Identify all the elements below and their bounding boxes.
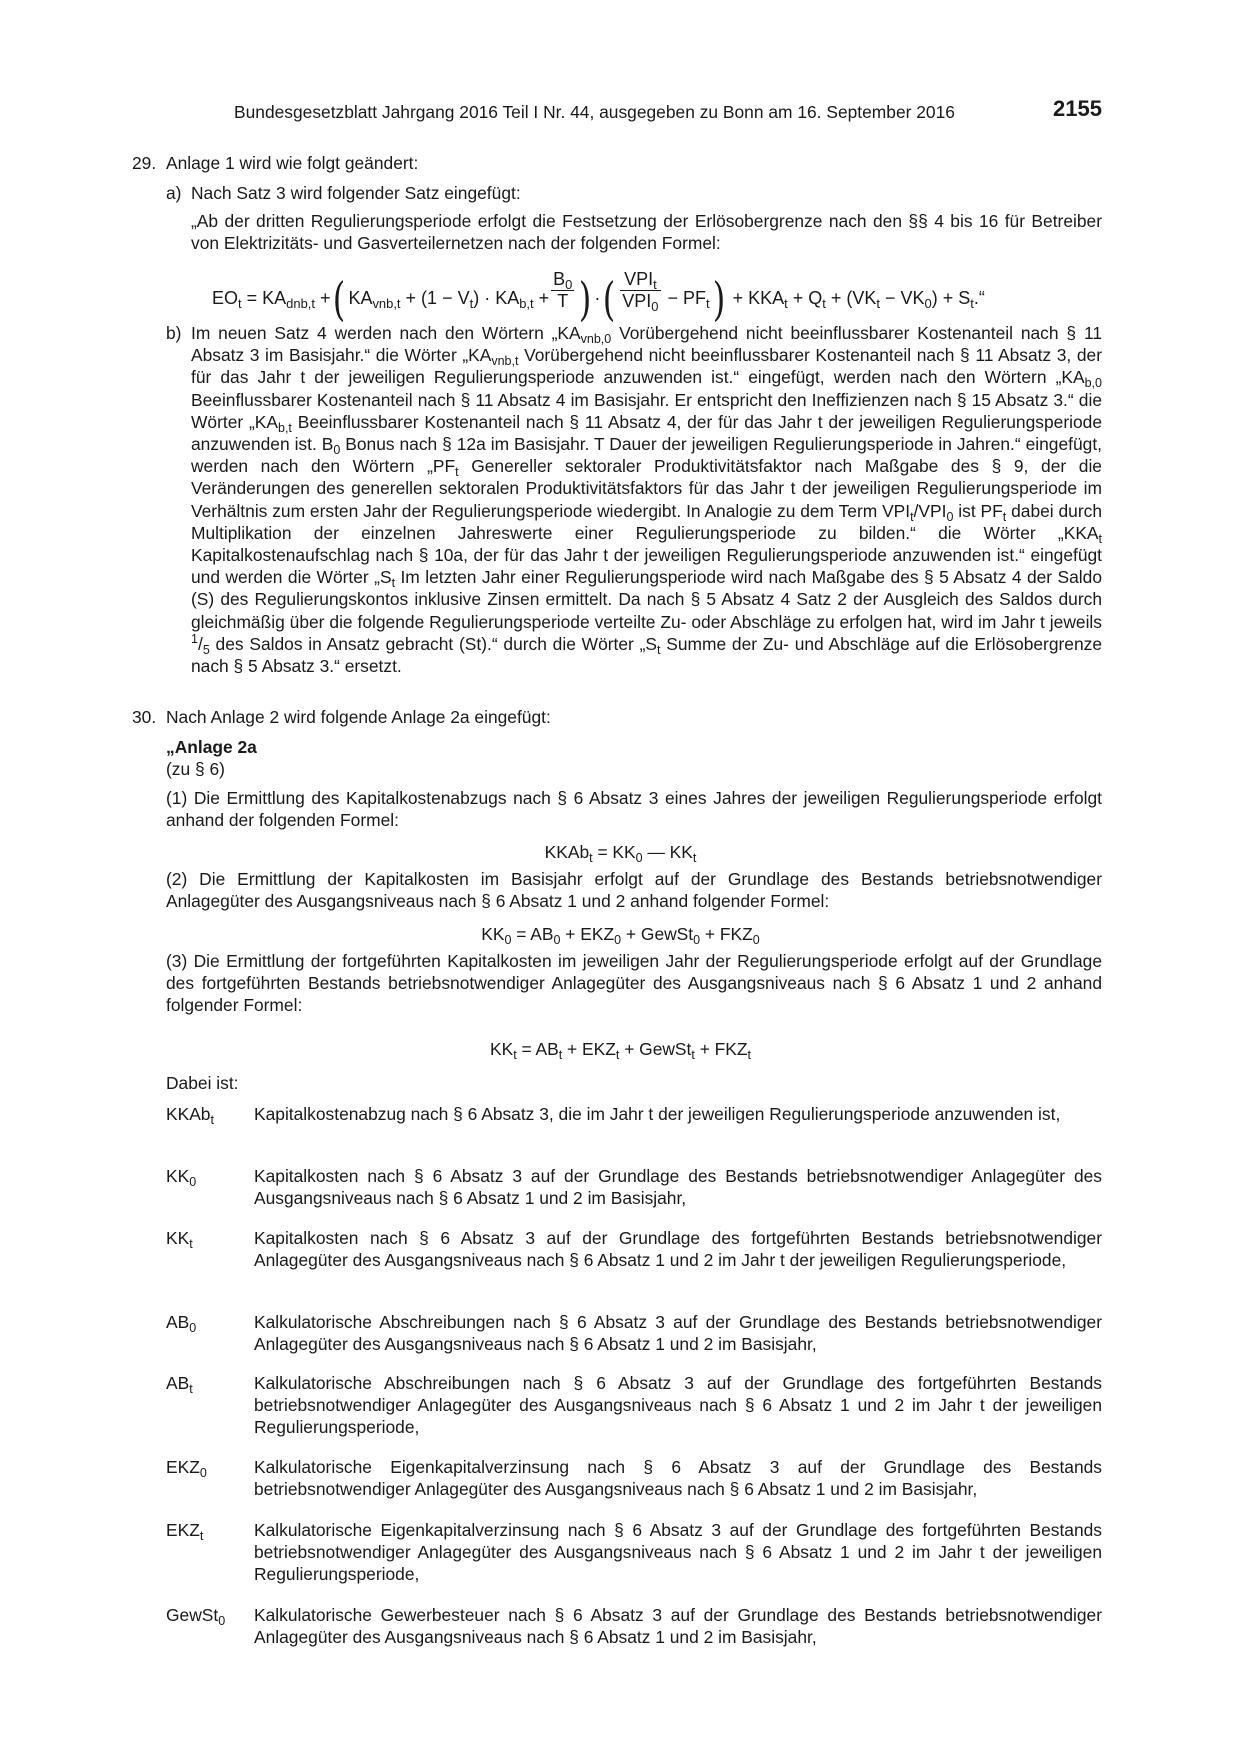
item-29a-label: a)	[166, 183, 182, 203]
paragraph-3: (3) Die Ermittlung der fortgeführten Kapitalkosten im jeweiligen Jahr der Regulierungsperiode erfolgt auf der Grundlage des fortgeführten Bestands betriebsnotwendiger Anlagegüter des Ausgangsniveaus nach § 6 Absatz 1 und 2 anhand folgender Formel:	[166, 951, 1102, 1016]
gazette-title: Bundesgesetzblatt Jahrgang 2016 Teil I Nr. 44, ausgegeben zu Bonn am 16. September 2016	[234, 102, 955, 122]
definition-term-subscript: t	[210, 1113, 214, 1127]
definition-term-subscript: t	[199, 1529, 204, 1543]
anlage-reference: (zu § 6)	[166, 759, 225, 779]
definition-text: Kalkulatorische Eigenkapitalverzinsung nach § 6 Absatz 3 auf der Grundlage des Bestands betriebsnotwendiger Anlagegüter des Ausgangsniveaus nach § 6 Absatz 1 und 2 im Basisjahr,	[254, 1457, 1102, 1500]
definition-term: $AB_0$	[166, 1312, 197, 1335]
definition-text: Kapitalkosten nach § 6 Absatz 3 auf der Grundlage des fortgeführten Bestands betriebsnotwendiger Anlagegüter des Ausgangsniveaus nach § 6 Absatz 1 und 2 im Jahr t der jeweiligen Regulierungsperiode,	[254, 1228, 1102, 1271]
definition-text: Kapitalkosten nach § 6 Absatz 3 auf der Grundlage des Bestands betriebsnotwendiger Anlagegüter des Ausgangsniveaus nach § 6 Absatz 1 und 2 im Basisjahr,	[254, 1166, 1102, 1209]
formula-eo: $EO_t = KA_{dnb,t}$ +( $KA_{vnb,t} + (1 - V_t) \cdot KA_{b,t}$ + $\frac{B_0}{T}$ ) ·( $\frac{VPI_t}{VPI_0}$ − $PF_t) + KKA_t + Q_t + (VK_t - VK_0)$ + $S_t.“$	[212, 268, 985, 326]
definition-term: $KK_t$	[166, 1228, 193, 1251]
definition-term: GewSt$_0$	[166, 1605, 226, 1628]
item-29b-label: b)	[166, 323, 182, 343]
dabei-ist-label: Dabei ist:	[166, 1073, 239, 1093]
definition-text: Kalkulatorische Abschreibungen nach § 6 Absatz 3 auf der Grundlage des fortgeführten Bestands betriebsnotwendiger Anlagegüter des Ausgangsniveaus nach § 6 Absatz 1 und 2 im Jahr t der jeweiligen Regulierungsperiode,	[254, 1373, 1102, 1438]
item-29-text: Anlage 1 wird wie folgt geändert:	[166, 153, 419, 173]
definition-term: $KK_0$	[166, 1166, 197, 1189]
page-header	[234, 96, 1102, 127]
page-number: 2155	[1053, 96, 1102, 121]
definition-text: Kapitalkostenabzug nach § 6 Absatz 3, die im Jahr t der jeweiligen Regulierungsperiode anzuwenden ist,	[254, 1104, 1061, 1124]
definition-term-subscript: t	[189, 1237, 193, 1251]
formula-kkab: KKAb$_t$ = $KK_0$ — $KK_t$	[544, 842, 697, 865]
definition-term: $EKZ_0$	[166, 1457, 207, 1480]
definition-term: $EKZ_t$	[166, 1520, 204, 1543]
definition-term-subscript: 0	[218, 1614, 226, 1628]
definition-term-subscript: t	[189, 1382, 193, 1396]
item-29-number: 29.	[132, 153, 157, 173]
item-30-number: 30.	[132, 707, 157, 727]
item-30-text: Nach Anlage 2 wird folgende Anlage 2a eingefügt:	[166, 707, 551, 727]
item-29a-text: Nach Satz 3 wird folgender Satz eingefügt:	[191, 183, 521, 203]
anlage-title: „Anlage 2a	[166, 737, 257, 757]
definition-term-subscript: 0	[199, 1466, 207, 1480]
paragraph-2: (2) Die Ermittlung der Kapitalkosten im Basisjahr erfolgt auf der Grundlage des Bestands betriebsnotwendiger Anlagegüter des Ausgangsniveaus nach § 6 Absatz 1 und 2 anhand folgender Formel:	[166, 869, 1102, 912]
definition-term-subscript: 0	[189, 1321, 197, 1335]
definition-term: $AB_t$	[166, 1373, 193, 1396]
definition-text: Kalkulatorische Gewerbesteuer nach § 6 Absatz 3 auf der Grundlage des Bestands betriebsnotwendiger Anlagegüter des Ausgangsniveaus nach § 6 Absatz 1 und 2 im Basisjahr,	[254, 1605, 1102, 1648]
paragraph-1: (1) Die Ermittlung des Kapitalkostenabzugs nach § 6 Absatz 3 eines Jahres der jeweiligen Regulierungsperiode erfolgt anhand der folgenden Formel:	[166, 788, 1102, 831]
item-29b-text: Im neuen Satz 4 werden nach den Wörtern $„KA_{vnb,0}$ Vorübergehend nicht beeinflussbarer Kostenanteil nach § 11 Absatz 3 im Basisjahr.“ die Wörter $„KA_{vnb,t}$ Vorübergehend nicht beeinflussbarer Kostenanteil nach § 11 Absatz 3, der für das Jahr t der jeweiligen Regulierungsperiode anzuwenden ist.“ eingefügt, werden nach den Wörtern $„KA_{b,0}$ Beeinflussbarer Kostenanteil nach § 11 Absatz 4 im Basisjahr. Er entspricht den Ineffizienzen nach § 15 Absatz 3.“ die Wörter $„KA_{b,t}$ Beeinflussbarer Kostenanteil nach § 11 Absatz 4, der für das Jahr t der jeweiligen Regulierungsperiode anzuwenden ist. $B_0$ Bonus nach § 12a im Basisjahr. T Dauer der jeweiligen Regulierungsperiode in Jahren.“ eingefügt, werden nach den Wörtern $„PF_t$ Genereller sektoraler Produktivitätsfaktor nach Maßgabe des § 9, der die Veränderungen des generellen sektoralen Produktivitätsfaktors für das Jahr t der jeweiligen Regulierungsperiode im Verhältnis zum ersten Jahr der Regulierungsperiode wiedergibt. In Analogie zu dem Term $VPI_t/VPI_0$ ist $PF_t$ dabei durch Multiplikation der einzelnen Jahreswerte einer Regulierungsperiode zu bilden.“ die Wörter $„KKA_t$ Kapitalkostenaufschlag nach § 10a, der für das Jahr t der jeweiligen Regulierungsperiode anzuwenden ist.“ eingefügt und werden die Wörter $„S_t$ Im letzten Jahr einer Regulierungsperiode wird nach Maßgabe des § 5 Absatz 4 der Saldo (S) des Regulierungskontos inklusive Zinsen ermittelt. Da nach § 5 Absatz 4 Satz 2 der Ausgleich des Saldos durch gleichmäßig über die folgende Regulierungsperiode verteilte Zu- oder Abschläge zu erfolgen hat, wird im Jahr t jeweils $^1/_5$ des Saldos in Ansatz gebracht (St).“ durch die Wörter $„S_t$ Summe der Zu- und Abschläge auf die Erlösobergrenze nach § 5 Absatz 3.“ ersetzt.	[191, 323, 1103, 677]
definition-text: Kalkulatorische Eigenkapitalverzinsung nach § 6 Absatz 3 auf der Grundlage des fortgeführten Bestands betriebsnotwendiger Anlagegüter des Ausgangsniveaus nach § 6 Absatz 1 und 2 im Jahr t der jeweiligen Regulierungsperiode,	[254, 1520, 1102, 1585]
formula-kkt: $KK_t = AB_t + EKZ_t$ + GewSt$_t$ + $FKZ_t$	[489, 1039, 752, 1062]
definition-term-subscript: 0	[189, 1175, 197, 1189]
definition-term: KKAb$_t$	[166, 1104, 214, 1127]
formula-kk0: $KK_0 = AB_0 + EKZ_0$ + GewSt$_0$ + $FKZ_0$	[481, 924, 760, 947]
item-29a-quote: „Ab der dritten Regulierungsperiode erfolgt die Festsetzung der Erlösobergrenze nach den §§ 4 bis 16 für Betreiber von Elektrizitäts- und Gasverteilernetzen nach der folgenden Formel:	[191, 211, 1102, 254]
definition-text: Kalkulatorische Abschreibungen nach § 6 Absatz 3 auf der Grundlage des Bestands betriebsnotwendiger Anlagegüter des Ausgangsniveaus nach § 6 Absatz 1 und 2 im Basisjahr,	[254, 1312, 1102, 1355]
